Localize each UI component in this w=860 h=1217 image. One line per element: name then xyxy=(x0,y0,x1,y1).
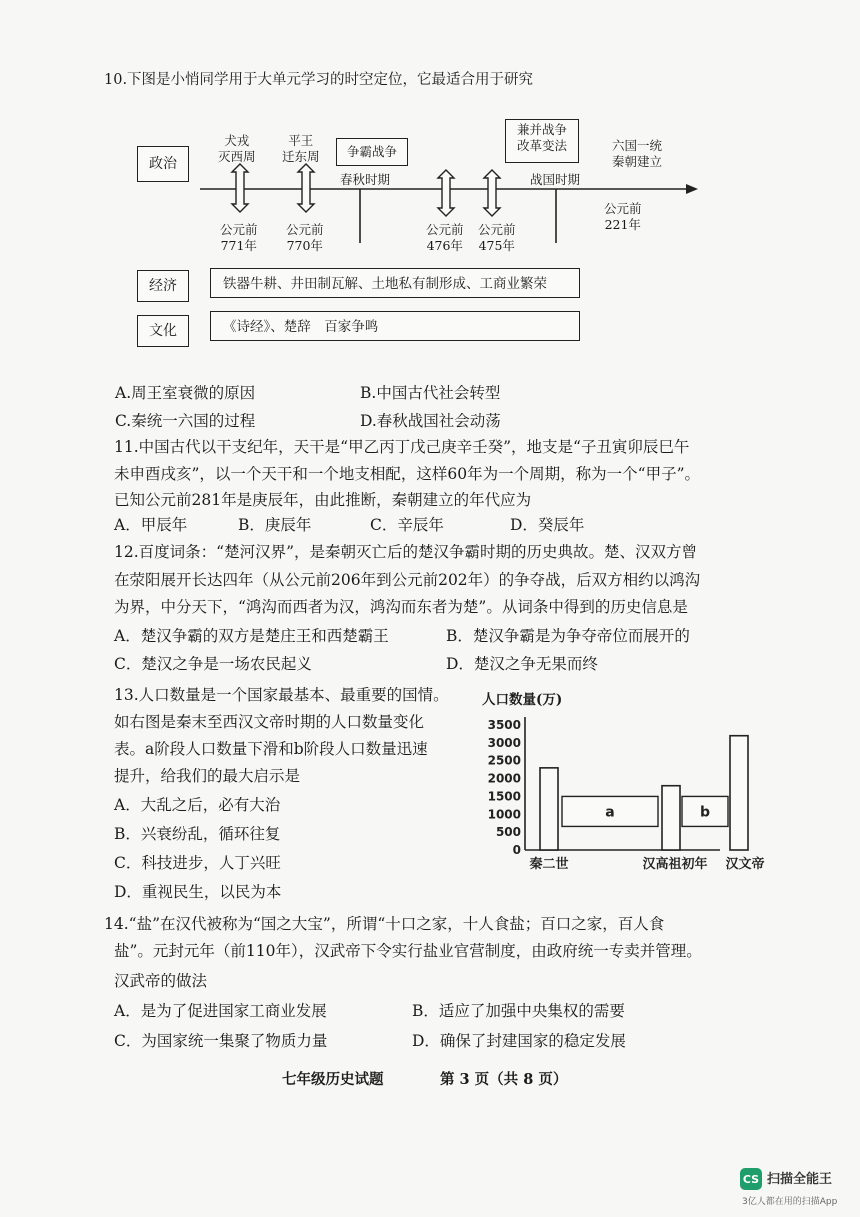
footer-subject: 七年级历史试题 xyxy=(282,1071,384,1088)
category-label: 秦二世 xyxy=(529,857,569,872)
event-pingwang: 平王 迁东周 xyxy=(282,133,320,164)
q13-line-3: 表。a阶段人口数量下滑和b阶段人口数量迅速 xyxy=(114,740,428,758)
q11-option-c[interactable]: C．辛辰年 xyxy=(370,516,444,534)
q14-line-1: 14.“盐”在汉代被称为“国之大宝”，所谓“十口之家，十人食盐；百口之家，百人食 xyxy=(104,915,665,933)
date-221: 公元前 221年 xyxy=(604,201,642,232)
q12-option-b[interactable]: B．楚汉争霸是为争夺帝位而展开的 xyxy=(446,627,690,645)
category-label: 汉文帝 xyxy=(725,857,765,872)
y-tick-label: 500 xyxy=(495,825,521,840)
y-tick-label: 3500 xyxy=(487,718,521,732)
period-spring-autumn: 春秋时期 xyxy=(340,172,391,187)
watermark-title: 扫描全能王 xyxy=(767,1172,833,1187)
economy-box: 铁器牛耕、井田制瓦解、土地私有制形成、工商业繁荣 xyxy=(210,268,580,298)
row-label-politics: 政治 xyxy=(137,146,189,182)
event-hegemony: 争霸战争 xyxy=(336,138,408,166)
event-quanrong: 犬戎 灭西周 xyxy=(218,133,256,164)
q11-option-b[interactable]: B．庚辰年 xyxy=(238,516,312,534)
q10-option-c[interactable]: C.秦统一六国的过程 xyxy=(115,412,256,430)
q13-option-d[interactable]: D．重视民生，以民为本 xyxy=(114,883,282,901)
event-annexation: 兼并战争 改革变法 xyxy=(505,119,579,163)
period-warring-states: 战国时期 xyxy=(530,172,581,187)
watermark-subtitle: 3亿人都在用的扫描App xyxy=(742,1197,838,1207)
category-label: 汉高祖初年 xyxy=(642,857,708,872)
q10-option-b[interactable]: B.中国古代社会转型 xyxy=(360,384,501,402)
q10-option-d[interactable]: D.春秋战国社会动荡 xyxy=(360,412,501,430)
y-tick-label: 1500 xyxy=(487,789,521,804)
q10-option-a[interactable]: A.周王室衰微的原因 xyxy=(115,384,256,402)
q13-option-a[interactable]: A．大乱之后，必有大治 xyxy=(114,796,281,814)
y-tick-label: 2500 xyxy=(487,753,521,768)
footer-page-number: 第 3 页（共 8 页） xyxy=(440,1071,568,1088)
q14-option-b[interactable]: B．适应了加强中央集权的需要 xyxy=(412,1002,625,1020)
q14-line-3: 汉武帝的做法 xyxy=(114,972,208,990)
q11-line-1: 11.中国古代以干支纪年，天干是“甲乙丙丁戊己庚辛壬癸”，地支是“子丑寅卯辰巳午 xyxy=(114,438,690,456)
q12-line-2: 在荥阳展开长达四年（从公元前206年到公元前202年）的争夺战，后双方相约以鸿沟 xyxy=(114,571,701,589)
q14-option-a[interactable]: A．是为了促进国家工商业发展 xyxy=(114,1002,327,1020)
q13-line-1: 13.人口数量是一个国家最基本、最重要的国情。 xyxy=(114,686,449,704)
q12-line-3: 为界，中分天下，“鸿沟而西者为汉，鸿沟而东者为楚”。从词条中得到的历史信息是 xyxy=(114,598,688,616)
date-770: 公元前 770年 xyxy=(286,222,324,253)
q14-option-c[interactable]: C．为国家统一集聚了物质力量 xyxy=(114,1032,328,1050)
culture-box: 《诗经》、楚辞 百家争鸣 xyxy=(210,311,580,341)
row-label-economy: 经济 xyxy=(137,270,189,302)
q11-line-3: 已知公元前281年是庚辰年，由此推断，秦朝建立的年代应为 xyxy=(114,491,532,509)
stage-label: b xyxy=(699,804,711,821)
q13-line-2: 如右图是秦末至西汉文帝时期的人口数量变化 xyxy=(114,713,425,731)
q13-line-4: 提升，给我们的最大启示是 xyxy=(114,767,301,785)
q12-line-1: 12.百度词条：“楚河汉界”，是秦朝灭亡后的楚汉争霸时期的历史典故。楚、汉双方曾 xyxy=(114,543,698,561)
y-tick-label: 2000 xyxy=(487,771,521,786)
date-476: 公元前 476年 xyxy=(426,222,464,253)
q11-option-d[interactable]: D．癸辰年 xyxy=(510,516,585,534)
q11-line-2: 未申酉戌亥”，以一个天干和一个地支相配，这样60年为一个周期，称为一个“甲子”。 xyxy=(114,465,700,483)
y-tick-label: 0 xyxy=(512,843,521,857)
event-unification: 六国一统 秦朝建立 xyxy=(612,138,663,169)
stage-label: a xyxy=(605,804,615,821)
q14-line-2: 盐”。元封元年（前110年），汉武帝下令实行盐业官营制度，由政府统一专卖并管理。 xyxy=(114,942,702,960)
date-475: 公元前 475年 xyxy=(478,222,516,253)
q14-option-d[interactable]: D．确保了封建国家的稳定发展 xyxy=(412,1032,626,1050)
q11-option-a[interactable]: A．甲辰年 xyxy=(114,516,188,534)
q12-option-c[interactable]: C．楚汉之争是一场农民起义 xyxy=(114,655,312,673)
q12-option-d[interactable]: D．楚汉之争无果而终 xyxy=(446,655,598,673)
q12-option-a[interactable]: A．楚汉争霸的双方是楚庄王和西楚霸王 xyxy=(114,627,389,645)
row-label-culture: 文化 xyxy=(137,315,189,347)
q13-option-b[interactable]: B．兴衰纷乱，循环往复 xyxy=(114,825,281,843)
date-771: 公元前 771年 xyxy=(220,222,258,253)
y-tick-label: 3000 xyxy=(487,735,521,750)
y-tick-label: 1000 xyxy=(487,807,521,822)
q10-stem: 10.下图是小悄同学用于大单元学习的时空定位，它最适合用于研究 xyxy=(104,72,534,88)
camscanner-logo: CS xyxy=(740,1168,762,1190)
population-bar xyxy=(540,768,558,850)
q13-option-c[interactable]: C．科技进步，人丁兴旺 xyxy=(114,854,281,872)
population-bar xyxy=(730,736,748,850)
population-chart xyxy=(470,705,765,895)
chart-ylabel: 人口数量(万) xyxy=(482,692,563,708)
population-bar xyxy=(662,786,680,850)
